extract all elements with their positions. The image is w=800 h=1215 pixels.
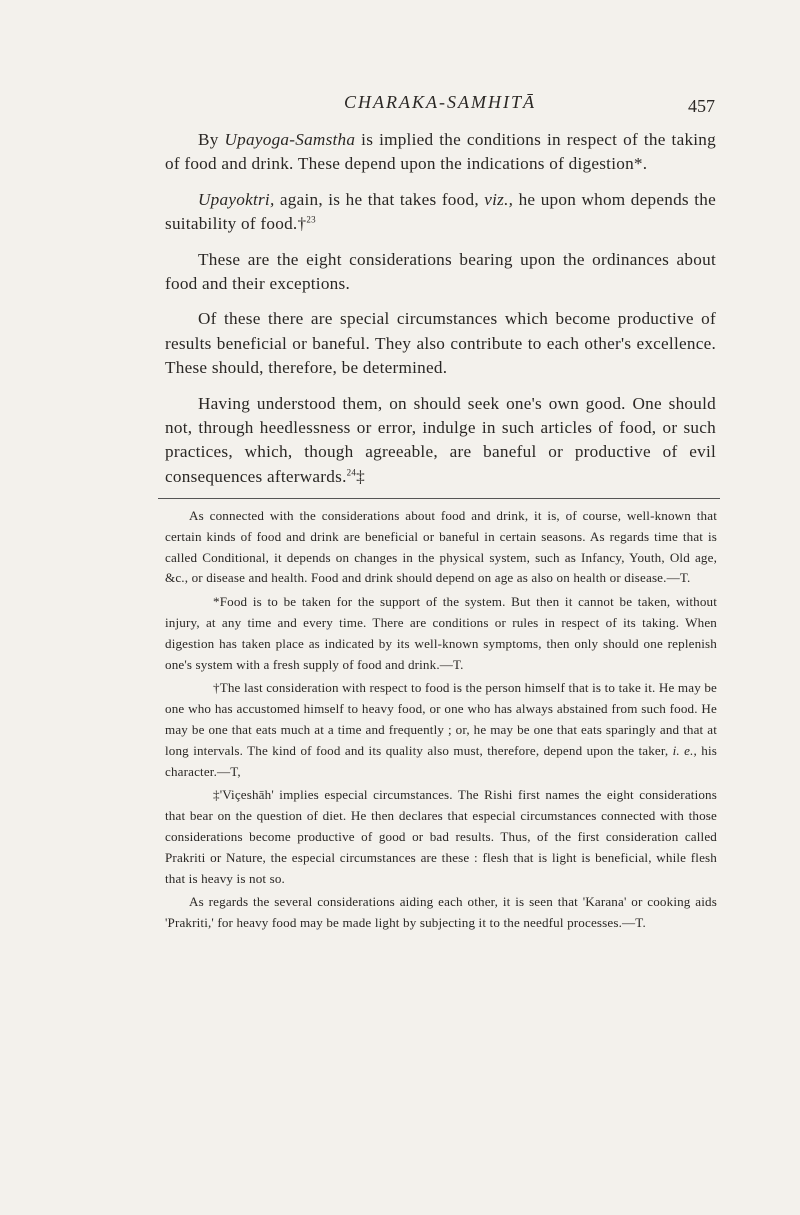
paragraph-upayoktri: Upayoktri, again, is he that takes food, viz., he upon whom depends the suitability of food.†$^{23}$ — [165, 189, 716, 234]
footnote-divider — [158, 498, 720, 499]
page-header — [165, 88, 715, 120]
paragraph-special-circumstances: Of these there are special circumstances which become productive of results beneficial or baneful. They also contribute to each other's excellence. These should, therefore, be determined. — [165, 309, 716, 378]
footnote-mark: † — [213, 680, 220, 696]
footnotes — [165, 506, 717, 934]
main-text — [165, 128, 716, 500]
footnote-mark: * — [213, 594, 220, 610]
running-title: CHARAKA-SAMHITĀ — [344, 92, 536, 112]
footnote-dagger: †The last consideration with respect to food is the person himself that is to take it. He may be one who has accustomed himself to heavy food, or one who has always abstained from such food. He may be one that eats much at a time and frequently ; or, he may be one that eats sparingly and that at long intervals. The kind of food and its quality also must, therefore, depend upon the taker, i. e., his character.—T, — [165, 680, 717, 779]
term-upayoga-samstha: Upayoga-Samstha — [224, 130, 356, 149]
footnote-double-dagger: ‡'Viçeshāh' implies especial circumstances. The Rishi first names the eight considerations that bear on the question of diet. He then declares that especial circumstances connected with those considerations become productive of good or bad results. Thus, of the first consideration called Prakriti or Nature, the especial circumstances are these : flesh that is light is beneficial, while flesh that is heavy is not so. — [165, 787, 717, 886]
paragraph-eight-considerations: These are the eight considerations bearing upon the ordinances about food and their exceptions. — [165, 249, 716, 294]
footnote-conditional: As connected with the considerations about food and drink, it is, of course, well-known that certain kinds of food and drink are beneficial or baneful in certain seasons. As regards time that is called Conditional, it depends on changes in the physical system, such as Infancy, Youth, Old age, &c., or disease and health. Food and drink should depend on age as also on health or disease.—T. — [165, 508, 717, 586]
reference-number: 24 — [346, 467, 357, 478]
footnote-mark: ‡ — [213, 787, 220, 803]
footnote-karana: As regards the several considerations aiding each other, it is seen that 'Karana' or cooking aids 'Prakriti,' for heavy food may be made light by subjecting it to the needful processes.—T. — [165, 894, 717, 931]
reference-number: 23 — [306, 214, 316, 225]
term-upayoktri: Upayoktri, — [198, 189, 275, 209]
paragraph-upayoga-samstha: By Upayoga-Samstha is implied the conditions in respect of the taking of food and drink. These depend upon the indications of digestion*. — [165, 130, 716, 174]
footnote-asterisk: *Food is to be taken for the support of the system. But then it cannot be taken, without injury, at any time and every time. There are conditions or rules in respect of its taking. When digestion has taken place as indicated by its well-known symptoms, then only should one replenish one's system with a fresh supply of food and drink.—T. — [165, 594, 717, 672]
page-number: 457 — [688, 96, 715, 116]
paragraph-seek-good: Having understood them, on should seek one's own good. One should not, through heedlessness or error, indulge in such articles of food, or such practices, which, though agreeable, are baneful or productive of evil consequences afterwards.$^{24}$‡ — [165, 393, 716, 486]
